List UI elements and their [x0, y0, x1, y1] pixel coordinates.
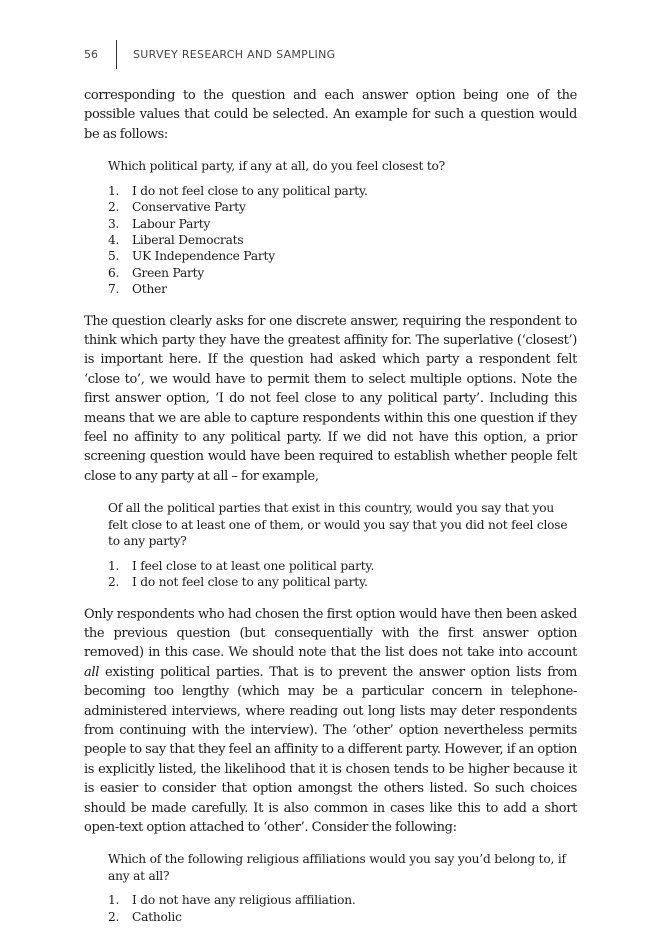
option-text: I do not feel close to any political party. [132, 183, 368, 198]
option-text: Catholic [132, 909, 182, 924]
option-text: Other [132, 282, 167, 297]
option-number: 6. [108, 265, 120, 280]
list-item [108, 558, 577, 574]
option-text: I do not have any religious affiliation. [132, 893, 356, 908]
list-item [108, 909, 577, 925]
option-text: Liberal Democrats [132, 232, 244, 247]
option-text: I do not feel close to any political party. [132, 575, 368, 590]
list-item [108, 232, 577, 248]
paragraph-3-text-b: existing political parties. That is to prevent the answer option lists from becoming too lengthy (which may be a particular concern in telephone-administered interviews, where reading out long lists may deter respondents from continuing with the interview). The ‘other’ option nevertheless permits people to say that they feel an affinity to a different party. However, if an option is explicitly listed, the likelihood that it is chosen tends to be higher because it is easier to consider that option amongst the others listed. So such choices should be made carefully. It is also common in cases like this to add a short open-text option attached to ‘other’. Consider the following: [84, 664, 577, 835]
option-text: UK Independence Party [132, 249, 275, 264]
answer-options [108, 558, 577, 591]
list-item [108, 248, 577, 264]
option-number: 7. [108, 282, 120, 297]
question-text: Which political party, if any at all, do you feel closest to? [108, 159, 446, 174]
option-number: 1. [108, 183, 120, 198]
option-text: Labour Party [132, 216, 211, 231]
option-number: 2. [108, 909, 120, 924]
option-number: 1. [108, 558, 120, 573]
option-number: 3. [108, 216, 120, 231]
question-text: Of all the political parties that exist in this country, would you say that you felt close to at least one of them, or would you say that you did not feel close to any party? [108, 501, 568, 549]
paragraph-3-text-a: Only respondents who had chosen the first option would have then been asked the previous question (but consequentially with the first answer option removed) in this case. We should note that the list does not take into account [84, 606, 577, 661]
example-question-2 [108, 500, 577, 590]
option-number: 4. [108, 232, 120, 247]
answer-options [108, 892, 577, 925]
page-number: 56 [84, 48, 98, 61]
paragraph-2: The question clearly asks for one discrete answer, requiring the respondent to think which party they have the greatest affinity for. The superlative (‘closest’) is important here. If the question had asked which party a respondent felt ‘close to’, we would have to permit them to select multiple options. Note the first answer option, ‘I do not feel close to any political party’. Including this means that we are able to capture respondents within this one question if they feel no affinity to any political party. If we did not have this option, a prior screening question would have been required to establish whether people felt close to any party at all – for example, [84, 313, 577, 484]
list-item [108, 281, 577, 297]
page-body [84, 86, 577, 939]
option-number: 5. [108, 249, 120, 264]
answer-options [108, 183, 577, 298]
example-question-3 [108, 851, 577, 925]
page-header [0, 38, 650, 70]
list-item [108, 265, 577, 281]
header-divider [116, 40, 117, 69]
option-text: Conservative Party [132, 200, 246, 215]
option-number: 1. [108, 893, 120, 908]
paragraph-1: corresponding to the question and each answer option being one of the possible values that could be selected. An example for such a question would be as follows: [84, 88, 577, 142]
option-number: 2. [108, 200, 120, 215]
option-text: Green Party [132, 265, 205, 280]
paragraph-3 [84, 605, 577, 838]
list-item [108, 892, 577, 908]
example-question-1 [108, 158, 577, 297]
option-number: 2. [108, 575, 120, 590]
list-item [108, 199, 577, 215]
running-head: SURVEY RESEARCH AND SAMPLING [133, 48, 336, 61]
list-item [108, 216, 577, 232]
list-item [108, 574, 577, 590]
list-item [108, 183, 577, 199]
emphasis-all: all [84, 664, 100, 680]
question-text: Which of the following religious affiliations would you say you’d belong to, if any at all? [108, 852, 566, 883]
option-text: I feel close to at least one political party. [132, 558, 375, 573]
